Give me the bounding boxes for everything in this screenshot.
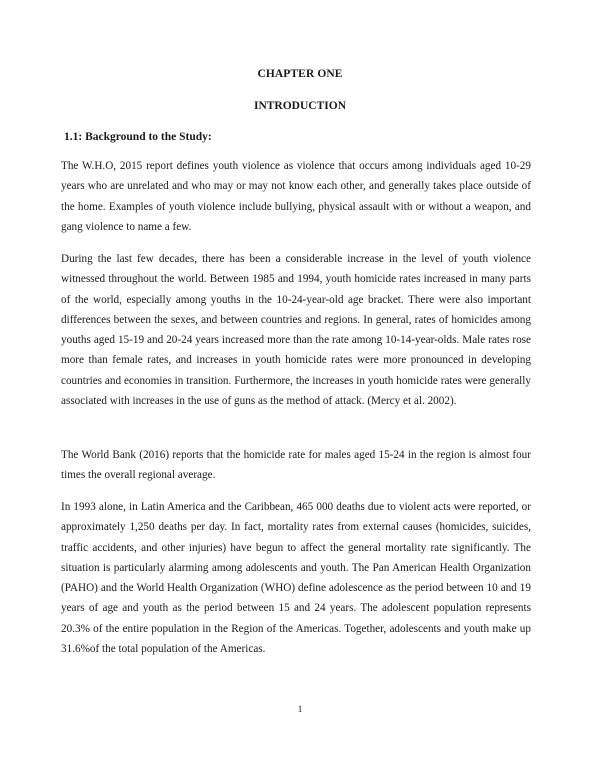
paragraph-youth-violence-definition: The W.H.O, 2015 report defines youth violence as violence that occurs among individuals aged 10-29 years who are unrelated and who may or may not know each other, and generally takes place outside of the home. Examples of youth violence include bullying, physical assault with or without a weapon, and gang violence to name a few.	[61, 160, 531, 233]
paragraph-latin-america-stats: In 1993 alone, in Latin America and the Caribbean, 465 000 deaths due to violent acts were reported, or approximately 1,250 deaths per day. In fact, mortality rates from external causes (homicides, suicides, traffic accidents, and other injuries) have begun to affect the general mortality rate significantly. The situation is particularly alarming among adolescents and youth. The Pan American Health Organization (PAHO) and the World Health Organization (WHO) define adolescence as the period between 10 and 19 years of age and youth as the period between 15 and 24 years. The adolescent population represents 20.3% of the entire population in the Region of the Americas. Together, adolescents and youth make up 31.6%of the total population of the Americas.	[61, 501, 531, 656]
paragraph-world-bank-report: The World Bank (2016) reports that the homicide rate for males aged 15-24 in the region is almost four times the overall regional average.	[61, 449, 531, 482]
paragraph-global-increase: During the last few decades, there has been a considerable increase in the level of youth violence witnessed throughout the world. Between 1985 and 1994, youth homicide rates increased in many parts of the world, especially among youths in the 10-24-year-old age bracket. There were also important differences between the sexes, and between countries and regions. In general, rates of homicides among youths aged 15-19 and 20-24 years increased more than the rate among 10-14-year-olds. Male rates rose more than female rates, and increases in youth homicide rates were more pronounced in developing countries and economies in transition. Furthermore, the increases in youth homicide rates were generally associated with increases in the use of guns as the method of attack. (Mercy et al. 2002).	[61, 253, 531, 408]
chapter-title: CHAPTER ONE	[257, 68, 343, 80]
section-title: INTRODUCTION	[253, 100, 346, 112]
page-number: 1	[297, 705, 303, 715]
subsection-heading: 1.1: Background to the Study:	[64, 131, 212, 143]
